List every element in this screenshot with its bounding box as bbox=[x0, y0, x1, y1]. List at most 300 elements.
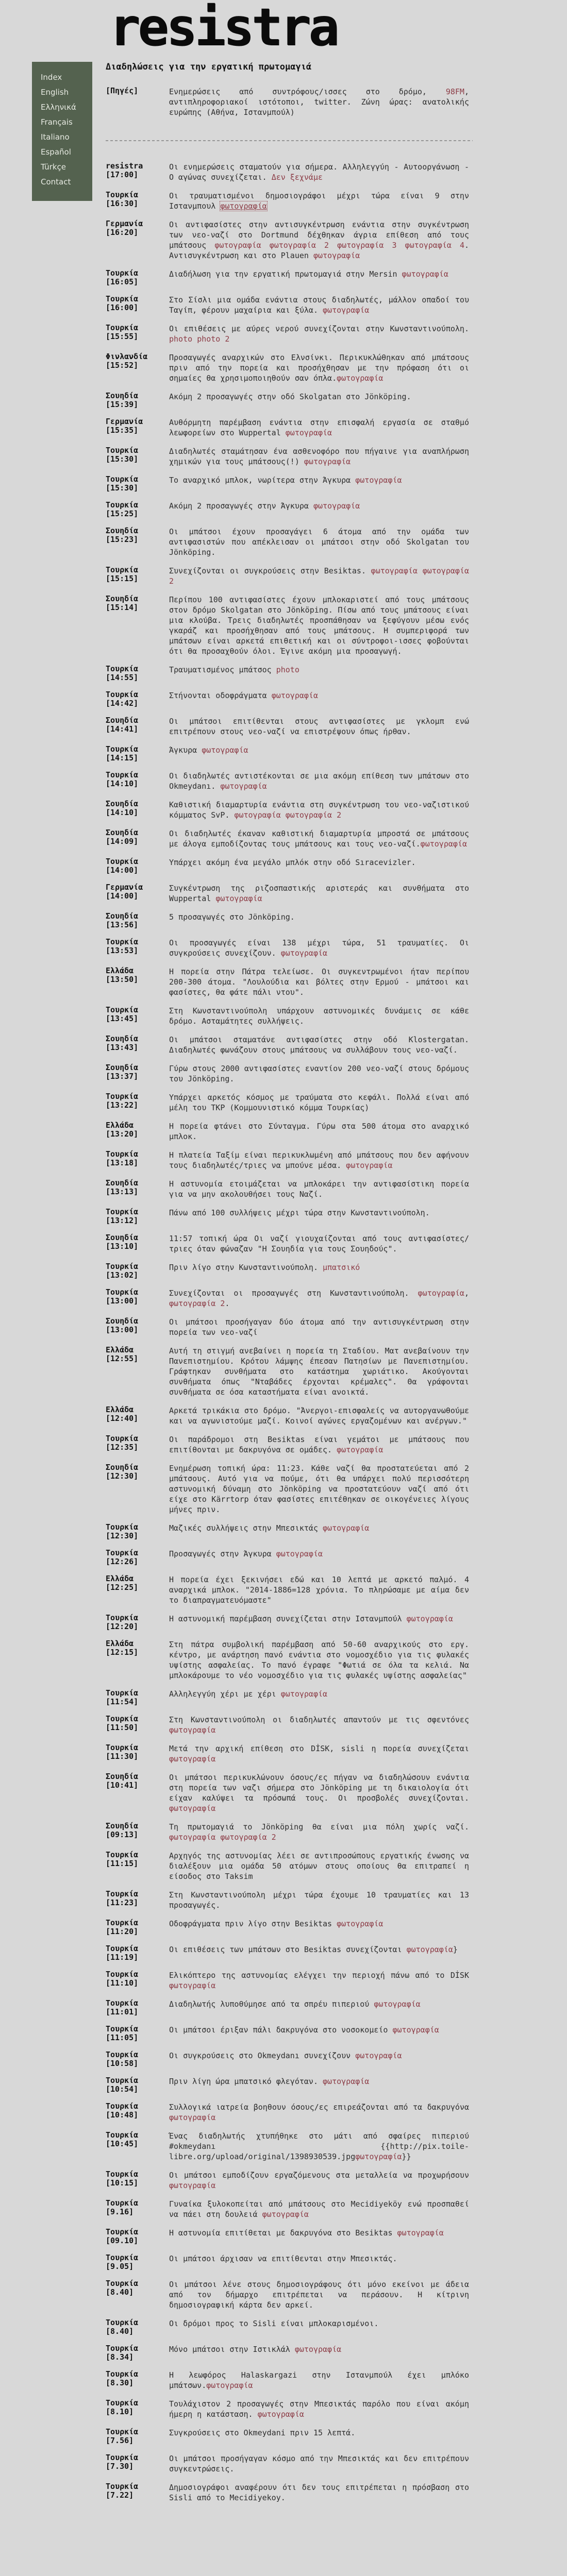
entry-source: resistra bbox=[106, 161, 143, 171]
entry-time: [12:30] bbox=[106, 1471, 139, 1481]
text-segment: Τραυματισμένος μπάτσος bbox=[169, 665, 276, 674]
photo-link[interactable]: φωτογραφία 2 bbox=[269, 241, 329, 250]
entry-text bbox=[169, 1999, 469, 2016]
text-segment: Συλλογικά ιατρεία βοηθουν όσους/ες επιρεάζονται από τα δακρυγόνα bbox=[169, 2103, 469, 2112]
sidebar bbox=[32, 62, 92, 201]
feed-entry bbox=[106, 1092, 473, 1113]
entry-source: Τουρκία bbox=[106, 2279, 139, 2288]
entry-source: Ελλάδα bbox=[106, 1121, 134, 1130]
photo-link[interactable]: φωτογραφία bbox=[220, 782, 267, 791]
entry-text bbox=[169, 2482, 469, 2503]
entry-source: Τουρκία bbox=[106, 744, 139, 754]
entry-text bbox=[169, 1121, 469, 1142]
feed-entry bbox=[106, 1150, 473, 1171]
entry-source: Τουρκία bbox=[106, 1005, 139, 1014]
text-segment: Οι μπάτσοι σταματάνε αντιφασίστες στην οδό Klostergatan. Διαδηλωτές φωνάζουν στους μπάτσους να συλλάβουν τους νεο-ναζί. bbox=[169, 1035, 469, 1055]
feed-entry bbox=[106, 665, 473, 682]
entry-time: [16:00] bbox=[106, 303, 139, 312]
sidebar-item-english[interactable]: English bbox=[41, 88, 69, 97]
entry-time: [12:55] bbox=[106, 1354, 139, 1363]
entry-source: Τουρκία bbox=[106, 1613, 139, 1622]
entry-label bbox=[106, 269, 169, 286]
photo-link[interactable]: φωτογραφία bbox=[169, 1804, 216, 1813]
entry-text bbox=[169, 191, 469, 211]
photo-link[interactable]: φωτογραφία bbox=[257, 2410, 304, 2419]
entry-label bbox=[106, 1549, 169, 1566]
entry-label bbox=[106, 1150, 169, 1171]
entry-time: [13:18] bbox=[106, 1158, 139, 1167]
entry-source: Τουρκία bbox=[106, 1743, 139, 1752]
entry-label bbox=[106, 690, 169, 708]
text-segment: Πριν λίγο στην Κωνσταντινούπολη. bbox=[169, 1263, 323, 1272]
photo-link[interactable]: φωτογραφία 2 bbox=[285, 810, 342, 820]
photo-link[interactable]: photo 2 bbox=[197, 334, 230, 344]
entry-time: [11:54] bbox=[106, 1697, 139, 1706]
feed-entry bbox=[106, 1121, 473, 1142]
feed-entry bbox=[106, 1743, 473, 1764]
entry-text bbox=[169, 2428, 469, 2445]
feed-entry bbox=[106, 1822, 473, 1842]
entry-source: Σουηδία bbox=[106, 1063, 139, 1072]
photo-link[interactable]: φωτογραφία bbox=[337, 1919, 383, 1928]
feed-entry bbox=[106, 1851, 473, 1882]
feed-entry bbox=[106, 716, 473, 737]
photo-link[interactable]: φωτογραφία bbox=[294, 2345, 342, 2354]
text-segment: Μόνο μπάτσοι στην Ιστικλάλ bbox=[169, 2345, 295, 2354]
text-segment: Οι μπάτσοι έχουν προσαγάγει 6 άτομα από την ομάδα των αντιφασιστών που απέκλεισαν οι μπάτσοι στην οδό Skolgatan του Jönköping. bbox=[169, 527, 469, 557]
text-segment: Ενημέρωση τοπική ώρα: 11:23. Κάθε ναζί θα προστατεύεται από 2 μπάτσους. Αυτό για να πούμε, ότι θα υπάρχει πολύ περισσότερη αστυνομική δύναμη στο Jönköping να προστατεύουν ναζί από ότι είχε στο Kärrtorp όταν φασίστες επιτέθηκαν σε οικογένειες λίγους μήνες πριν. bbox=[169, 1464, 469, 1514]
entry-label bbox=[106, 1743, 169, 1764]
text-segment: Δημοσιογράφοι αναφέρουν ότι δεν τους επιτρέπεται η πρόσβαση στο Sisli από το Mecidiyekoy. bbox=[169, 2483, 469, 2502]
photo-link[interactable]: φωτογραφία bbox=[206, 2381, 253, 2390]
feed-entry bbox=[106, 417, 473, 438]
entry-label bbox=[106, 938, 169, 958]
photo-link[interactable]: φωτογραφία bbox=[220, 201, 267, 211]
photo-link[interactable]: φωτογραφία 2 bbox=[220, 1833, 276, 1842]
text-segment: Η αστυνομική παρέμβαση συνεχίζεται στην Ιστανμπούλ bbox=[169, 1614, 407, 1623]
entry-text bbox=[169, 883, 469, 904]
photo-link[interactable]: photo bbox=[169, 334, 193, 344]
entry-source: Ελλάδα bbox=[106, 1639, 134, 1648]
photo-link[interactable]: 98FM bbox=[445, 87, 464, 96]
text-segment: Οι μπάτσοι προσήγαγαν δύο άτομα από την αντισυγκέντρωση στην πορεία των νεο-ναζί bbox=[169, 1317, 469, 1337]
entry-text bbox=[169, 1179, 469, 1199]
entry-source: Τουρκία bbox=[106, 1262, 139, 1271]
entry-text bbox=[169, 2025, 469, 2042]
photo-link[interactable]: φωτογραφία bbox=[169, 1833, 216, 1842]
entry-time: [15:39] bbox=[106, 400, 139, 409]
photo-link[interactable]: φωτογραφία bbox=[215, 894, 262, 903]
entry-time: [14:10] bbox=[106, 779, 139, 788]
photo-link[interactable]: φωτογραφία bbox=[355, 2051, 402, 2060]
photo-link[interactable]: Δεν ξεχνάμε bbox=[271, 173, 323, 182]
photo-link[interactable]: φωτογραφία bbox=[169, 2113, 216, 2122]
feed-entry bbox=[106, 1346, 473, 1397]
entry-time: [10:15] bbox=[106, 2178, 139, 2188]
text-segment: Διαδηλωτής λυποθύμησε από τα σπρέυ πιπεριού bbox=[169, 1999, 374, 2009]
entry-text bbox=[169, 595, 469, 656]
photo-link[interactable]: φωτογραφία bbox=[355, 476, 402, 485]
text-segment: Οι μπάτσοι εμποδίζουν εργαζόμενους στα μεταλλεία να προχωρήσουν bbox=[169, 2171, 469, 2180]
entry-source: Τουρκία bbox=[106, 2227, 139, 2236]
entry-label bbox=[106, 800, 169, 820]
photo-link[interactable]: φωτογραφία bbox=[169, 2181, 216, 2190]
entry-time: [11:50] bbox=[106, 1723, 139, 1732]
feed-entry bbox=[106, 2399, 473, 2419]
text-segment: Οι δρόμοι προς το Sisli είναι μπλοκαρισμένοι. bbox=[169, 2319, 379, 2328]
text-segment: Οι ενημερώσεις σταματούν για σήμερα. Αλληλεγγύη - Αυτοοργάνωση - Ο αγώνας συνεχίζεται. bbox=[169, 162, 469, 182]
text-segment: Στη Κωνσταντινούπολη οι διαδηλωτές απαντούν με τις σφεντόνες bbox=[169, 1715, 469, 1724]
photo-link[interactable]: φωτογραφία bbox=[346, 1161, 393, 1170]
text-segment: Πάνω από 100 συλλήψεις μέχρι τώρα στην Κωνσταντινούπολη. bbox=[169, 1208, 430, 1217]
entry-time: [13:56] bbox=[106, 920, 139, 929]
entry-time: [13:13] bbox=[106, 1187, 139, 1196]
entry-text bbox=[169, 771, 469, 791]
feed-entry bbox=[106, 771, 473, 791]
photo-link[interactable]: φωτογραφία bbox=[402, 269, 448, 279]
entry-time: [13:45] bbox=[106, 1014, 139, 1023]
entry-text bbox=[169, 1970, 469, 1991]
feed-entry bbox=[106, 2344, 473, 2362]
photo-link[interactable]: φωτογραφία bbox=[169, 1725, 216, 1735]
photo-link[interactable]: φωτογραφία bbox=[285, 428, 332, 437]
entry-source: Τουρκία bbox=[106, 565, 139, 574]
entry-time: [14:55] bbox=[106, 673, 139, 682]
feed-entry bbox=[106, 857, 473, 875]
entry-time: [12:30] bbox=[106, 1531, 139, 1540]
entry-text bbox=[169, 800, 469, 820]
entry-text bbox=[169, 295, 469, 315]
entry-source: Ελλάδα bbox=[106, 1574, 134, 1583]
text-segment: Οι μπάτσοι έριξαν πάλι δακρυγόνα στο νοσοκομείο bbox=[169, 2025, 393, 2035]
entry-time: [13:43] bbox=[106, 1043, 139, 1052]
entry-label bbox=[106, 1317, 169, 1337]
entry-label bbox=[106, 191, 169, 211]
entry-time: [15:23] bbox=[106, 535, 139, 544]
feed-entry bbox=[106, 2253, 473, 2271]
entry-label bbox=[106, 1851, 169, 1882]
feed-entry bbox=[106, 392, 473, 409]
photo-link[interactable]: φωτογραφία bbox=[262, 2210, 309, 2219]
entry-time: [14:00] bbox=[106, 866, 139, 875]
text-segment: Γύρω στους 2000 αντιφασίστες εναντίον 200 νεο-ναζί στους δρόμους του Jönköping. bbox=[169, 1064, 469, 1083]
text-segment: Πριν λίγη ώρα μπατσικό φλεγόταν. bbox=[169, 2077, 323, 2086]
entry-text bbox=[169, 2279, 469, 2310]
entry-text bbox=[169, 2050, 469, 2068]
photo-link[interactable]: φωτογραφία bbox=[169, 1981, 216, 1990]
feed-entry bbox=[106, 2076, 473, 2094]
entry-time: [11:20] bbox=[106, 1927, 139, 1936]
entry-source: Τουρκία bbox=[106, 1207, 139, 1216]
entry-source: Τουρκία bbox=[106, 1522, 139, 1532]
photo-link[interactable]: φωτογραφία bbox=[313, 501, 360, 511]
feed-entry bbox=[106, 1549, 473, 1566]
entry-label bbox=[106, 828, 169, 849]
entry-text bbox=[169, 1208, 469, 1225]
entry-label bbox=[106, 1035, 169, 1055]
sidebar-item-spanish[interactable]: Español bbox=[41, 147, 71, 157]
entry-text bbox=[169, 912, 469, 929]
text-segment: Προσαγωγές στην Άγκυρα bbox=[169, 1549, 276, 1558]
entry-time: [12:25] bbox=[106, 1583, 139, 1592]
entry-time: [16:05] bbox=[106, 277, 139, 286]
text-segment: Συνεχίζονται οι προσαγωγές στη Κωνσταντινούπολη. bbox=[169, 1289, 418, 1298]
feed-entry bbox=[106, 1639, 473, 1681]
photo-link[interactable]: φωτογραφία bbox=[323, 306, 370, 315]
entry-source: Σουηδία bbox=[106, 799, 139, 808]
entry-source: Τουρκία bbox=[106, 1149, 139, 1159]
feed-entry bbox=[106, 828, 473, 849]
photo-link[interactable]: φωτογραφία bbox=[418, 1289, 464, 1298]
photo-link[interactable]: φωτογραφία bbox=[374, 1999, 421, 2009]
feed-entry bbox=[106, 883, 473, 904]
text-segment: Οι μπάτσοι προσήγαγαν κόσμο από την Μπεσικτάς και δεν επιτρέπουν συγκεντρώσεις. bbox=[169, 2454, 469, 2473]
photo-link[interactable]: φωτογραφία 2 bbox=[169, 1299, 225, 1308]
text-segment: , bbox=[464, 1289, 469, 1298]
sidebar-item-contact[interactable]: Contact bbox=[41, 177, 71, 187]
entry-text bbox=[169, 857, 469, 875]
photo-link[interactable]: φωτογραφία bbox=[276, 1549, 323, 1558]
entry-time: [14:42] bbox=[106, 699, 139, 708]
entry-text bbox=[169, 1092, 469, 1113]
photo-link[interactable]: φωτογραφία bbox=[202, 745, 248, 755]
feed-entry bbox=[106, 527, 473, 557]
photo-link[interactable]: φωτογραφία bbox=[355, 2152, 402, 2161]
sidebar-item-french[interactable]: Français bbox=[41, 117, 73, 127]
entry-source: Σουηδία bbox=[106, 526, 139, 535]
entry-source: Φινλανδία bbox=[106, 352, 148, 361]
entry-label bbox=[106, 912, 169, 929]
feed-entry bbox=[106, 501, 473, 518]
feed-entry bbox=[106, 191, 473, 211]
entry-time: [13:20] bbox=[106, 1129, 139, 1139]
text-segment: Αυτή τη στιγμή ανεβαίνει η πορεία τη Σταδίου. Ματ ανεβαίνουν την Πανεπιστημίου. Κρότου λάμψης έπεσαν Πατησίων με Πανεπιστημίου. Γράφτηκαν συνθήματα στο κατάστημα χωριάτικο. Ακούγονται συνθήματα όπως "Νταβάδες έρχονται κρέμαλες". Θα γράφονται συνθήματα σε όσα καταστήματα είναι ανοικτά. bbox=[169, 1346, 469, 1397]
text-segment: Αυθόρμητη παρέμβαση ενάντια στην επισφαλή εργασία σε σταθμό λεωφορείων στο Wuppertal bbox=[169, 418, 469, 437]
feed-entry bbox=[106, 1970, 473, 1991]
photo-link[interactable]: φωτογραφία bbox=[323, 2077, 370, 2086]
entry-time: [13:00] bbox=[106, 1325, 139, 1334]
entry-source: Σουηδία bbox=[106, 716, 139, 725]
photo-link[interactable]: φωτογραφία bbox=[214, 241, 261, 250]
feed-entry bbox=[106, 2025, 473, 2042]
feed-entry bbox=[106, 352, 473, 383]
entry-text bbox=[169, 527, 469, 557]
text-segment: Οι τραυματισμένοι δημοσιογράφοι μέχρι τώρα είναι 9 στην Ιστανμπουλ bbox=[169, 191, 469, 211]
photo-link[interactable]: φωτογραφία bbox=[397, 2228, 444, 2238]
entry-text bbox=[169, 1743, 469, 1764]
text-segment: Άγκυρα bbox=[169, 745, 202, 755]
entry-source: Τουρκία bbox=[106, 1850, 139, 1859]
entry-time: [10:54] bbox=[106, 2084, 139, 2094]
text-segment: Οδοφράγματα πριν λίγο στην Besiktas bbox=[169, 1919, 337, 1928]
entry-time: [16:20] bbox=[106, 228, 139, 237]
photo-link[interactable]: φωτογραφία bbox=[234, 810, 281, 820]
entry-label bbox=[106, 1262, 169, 1280]
photo-link[interactable]: φωτογραφία bbox=[304, 457, 351, 466]
text-segment: Η πορεία στην Πάτρα τελείωσε. Οι συγκεντρωμένοι ήταν περίπου 200-300 άτομα. "Λουλούδια και βόλτες στην Ερμού - μπάτσοι και φασίστες, θα φάτε πάλι ντου". bbox=[169, 967, 469, 997]
feed-entry bbox=[106, 2131, 473, 2162]
text-segment: . Αντισυγκέντρωση και στο Plauen bbox=[169, 241, 470, 260]
entry-source: Γερμανία bbox=[106, 883, 143, 892]
entry-time: [13:00] bbox=[106, 1296, 139, 1306]
entry-label bbox=[106, 2318, 169, 2336]
text-segment: Στη πάτρα συμβολική παρέμβαση από 50-60 αναρχικούς στο εργ. κέντρο, με ανάρτηση πανό ενάντια στο νομοσχέδιο για τις φυλακές υψίστης ασφαλείας. Το πανό έγραφε "Φωτιά σε όλα τα κελιά. Να μπλοκάρουμε το νέο νομοσχέδιο για τις φυλακές υψίστης ασφαλείας" bbox=[169, 1640, 469, 1680]
entry-source: Τουρκία bbox=[106, 1434, 139, 1443]
entry-label bbox=[106, 665, 169, 682]
photo-link[interactable]: φωτογραφία bbox=[420, 839, 467, 849]
feed-entry bbox=[106, 1434, 473, 1455]
entry-time: [14:10] bbox=[106, 808, 139, 817]
entry-label bbox=[106, 2428, 169, 2445]
entry-text bbox=[169, 1063, 469, 1084]
feed-entry bbox=[106, 1999, 473, 2016]
photo-link[interactable]: φωτογραφία bbox=[169, 1754, 216, 1764]
feed-entry bbox=[106, 967, 473, 997]
entry-text bbox=[169, 2199, 469, 2219]
sidebar-item-index[interactable]: Index bbox=[41, 73, 62, 82]
photo-link[interactable]: φωτογραφία bbox=[406, 1614, 453, 1623]
entry-time: [15:52] bbox=[106, 361, 139, 370]
entry-text bbox=[169, 1035, 469, 1055]
feed-entry bbox=[106, 2318, 473, 2336]
entry-source: Τουρκία bbox=[106, 1889, 139, 1899]
entry-source: Σουηδία bbox=[106, 1772, 139, 1781]
entry-source: Τουρκία bbox=[106, 2398, 139, 2408]
text-segment: Συνεχίζονται οι συγκρούσεις στην Besiktas. bbox=[169, 566, 371, 575]
photo-link[interactable]: φωτογραφία 4 bbox=[405, 241, 465, 250]
entry-source: Ελλάδα bbox=[106, 1405, 134, 1414]
photo-link[interactable]: φωτογραφία bbox=[313, 251, 360, 260]
entry-text bbox=[169, 1944, 469, 1962]
photo-link[interactable]: φωτογραφία 3 bbox=[337, 241, 397, 250]
entry-label bbox=[106, 1890, 169, 1910]
entry-label bbox=[106, 2199, 169, 2219]
entry-source: Τουρκία bbox=[106, 1918, 139, 1927]
entry-source: Τουρκία bbox=[106, 2024, 139, 2033]
entry-source: Τουρκία bbox=[106, 1688, 139, 1698]
feed-entry bbox=[106, 566, 473, 586]
feed-entry bbox=[106, 1233, 473, 1254]
photo-link[interactable]: φωτογραφία bbox=[392, 2025, 439, 2035]
text-segment bbox=[418, 566, 423, 575]
entry-time: [16:30] bbox=[106, 199, 139, 208]
feed-entry bbox=[106, 745, 473, 762]
photo-link[interactable]: φωτογραφία bbox=[337, 1445, 383, 1454]
text-segment: Στο Σίσλι μια ομάδα ενάντια στους διαδηλωτές, μάλλον οπαδοί του Ταγίπ, φέρουν μαχαίρια και ξύλα. bbox=[169, 295, 469, 315]
text-segment: Ακόμη 2 προσαγωγές στην οδό Skolgatan στο Jönköping. bbox=[169, 392, 411, 401]
text-segment: 11:57 τοπική ώρα Οι ναζί γιουχαίζονται από τους αντιφασίστες/τριες όταν φώναζαν "Η Σουηδία για τους Σουηδούς". bbox=[169, 1234, 469, 1253]
entry-label bbox=[106, 2253, 169, 2271]
sidebar-item-greek[interactable]: Ελληνικά bbox=[41, 103, 76, 112]
feed-entry bbox=[106, 1614, 473, 1631]
entry-time: [10:45] bbox=[106, 2139, 139, 2148]
sidebar-item-turkish[interactable]: Türkçe bbox=[41, 162, 66, 172]
entry-time: [8.10] bbox=[106, 2407, 134, 2416]
entry-time: [11:15] bbox=[106, 1859, 139, 1868]
feed-entry bbox=[106, 1919, 473, 1936]
photo-link[interactable]: φωτογραφία 2 bbox=[169, 566, 469, 586]
entry-text bbox=[169, 1574, 469, 1605]
sidebar-item-italian[interactable]: Italiano bbox=[41, 132, 70, 142]
entry-text bbox=[169, 566, 469, 586]
feed-entry bbox=[106, 1035, 473, 1055]
entry-time: [8.40] bbox=[106, 2327, 134, 2336]
photo-link[interactable]: φωτογραφία bbox=[280, 1689, 328, 1699]
photo-link[interactable]: φωτογραφία bbox=[406, 1945, 453, 1954]
entry-label bbox=[106, 1523, 169, 1540]
entry-label bbox=[106, 324, 169, 344]
entry-time: [15:30] bbox=[106, 483, 139, 493]
entry-time: [15:15] bbox=[106, 574, 139, 583]
photo-link[interactable]: φωτογραφία bbox=[271, 691, 318, 700]
photo-link[interactable]: φωτογραφία bbox=[371, 566, 418, 575]
entry-label bbox=[106, 2076, 169, 2094]
entry-time: [15:25] bbox=[106, 509, 139, 518]
text-segment: Οι διαδηλωτές έκαναν καθιστική διαμαρτυρία μπροστά σε μπάτσους με άλογα εμποδίζοντας τους μπάτσους και τους νεο-ναζί. bbox=[169, 829, 469, 849]
entry-label bbox=[106, 417, 169, 438]
entry-text bbox=[169, 1549, 469, 1566]
text-segment: Αλληλεγγύη χέρι με χέρι bbox=[169, 1689, 281, 1699]
entry-label bbox=[106, 2370, 169, 2391]
entry-time: [7.22] bbox=[106, 2490, 134, 2500]
feed-entry bbox=[106, 1574, 473, 1605]
photo-link[interactable]: φωτογραφία bbox=[323, 1523, 370, 1533]
entry-text bbox=[169, 1463, 469, 1515]
entry-source: Τουρκία bbox=[106, 1714, 139, 1723]
entry-label bbox=[106, 1970, 169, 1991]
photo-link[interactable]: μπατσικό bbox=[323, 1263, 360, 1272]
photo-link[interactable]: photo bbox=[276, 665, 299, 674]
entry-source: Σουηδία bbox=[106, 1178, 139, 1188]
entry-label bbox=[106, 1405, 169, 1426]
main-content bbox=[106, 62, 473, 2503]
text-segment: Οι προσαγωγές είναι 138 μέχρι τώρα, 51 τραυματίες. Οι συγκρούσεις συνεχίζουν. bbox=[169, 938, 469, 958]
text-segment: Διαδηλωτές σταμάτησαν ένα ασθενοφόρο που πήγαινε για αναπλήρωση χημικών για τους μπάτσους(!) bbox=[169, 447, 469, 466]
feed-entry bbox=[106, 1715, 473, 1735]
entry-label bbox=[106, 2025, 169, 2042]
text-segment: Η πορεία έχει ξεκινήσει εδώ και 10 λεπτά με αρκετό παλμό. 4 αναρχικά μπλοκ. "2014-1886=128 χρόνια. Το πληρώσαμε με αίμα δεν το διαπραγματευόμαστε" bbox=[169, 1575, 469, 1605]
entry-label bbox=[106, 475, 169, 493]
photo-link[interactable]: φωτογραφία bbox=[337, 374, 383, 383]
entry-source: Γερμανία bbox=[106, 417, 143, 426]
entry-text bbox=[169, 446, 469, 467]
entry-text bbox=[169, 1822, 469, 1842]
entry-text bbox=[169, 324, 469, 344]
feed-entry bbox=[106, 162, 473, 182]
entry-source: Σουηδία bbox=[106, 1463, 139, 1472]
entry-time: [14:09] bbox=[106, 837, 139, 846]
feed-entry bbox=[106, 690, 473, 708]
text-segment: Οι μπάτσοι άρχισαν να επιτίθενται στην Μπεσικτάς. bbox=[169, 2254, 397, 2263]
entry-time: [09:13] bbox=[106, 1830, 139, 1839]
entry-text bbox=[169, 417, 469, 438]
entry-label bbox=[106, 566, 169, 586]
feed-entry bbox=[106, 295, 473, 315]
photo-link[interactable]: φωτογραφία bbox=[280, 948, 328, 958]
text-segment bbox=[281, 810, 286, 820]
entry-label bbox=[106, 2102, 169, 2123]
feed-entry bbox=[106, 2228, 473, 2245]
entry-text bbox=[169, 1614, 469, 1631]
feed-entry bbox=[106, 475, 473, 493]
entry-text bbox=[169, 1405, 469, 1426]
entry-source: Τουρκία bbox=[106, 1548, 139, 1557]
feed-entry bbox=[106, 1179, 473, 1199]
entry-label bbox=[106, 1463, 169, 1515]
text-segment: 5 προσαγωγές στο Jönköping. bbox=[169, 912, 295, 922]
entry-source: Ελλάδα bbox=[106, 1345, 134, 1354]
entry-label bbox=[106, 2279, 169, 2310]
